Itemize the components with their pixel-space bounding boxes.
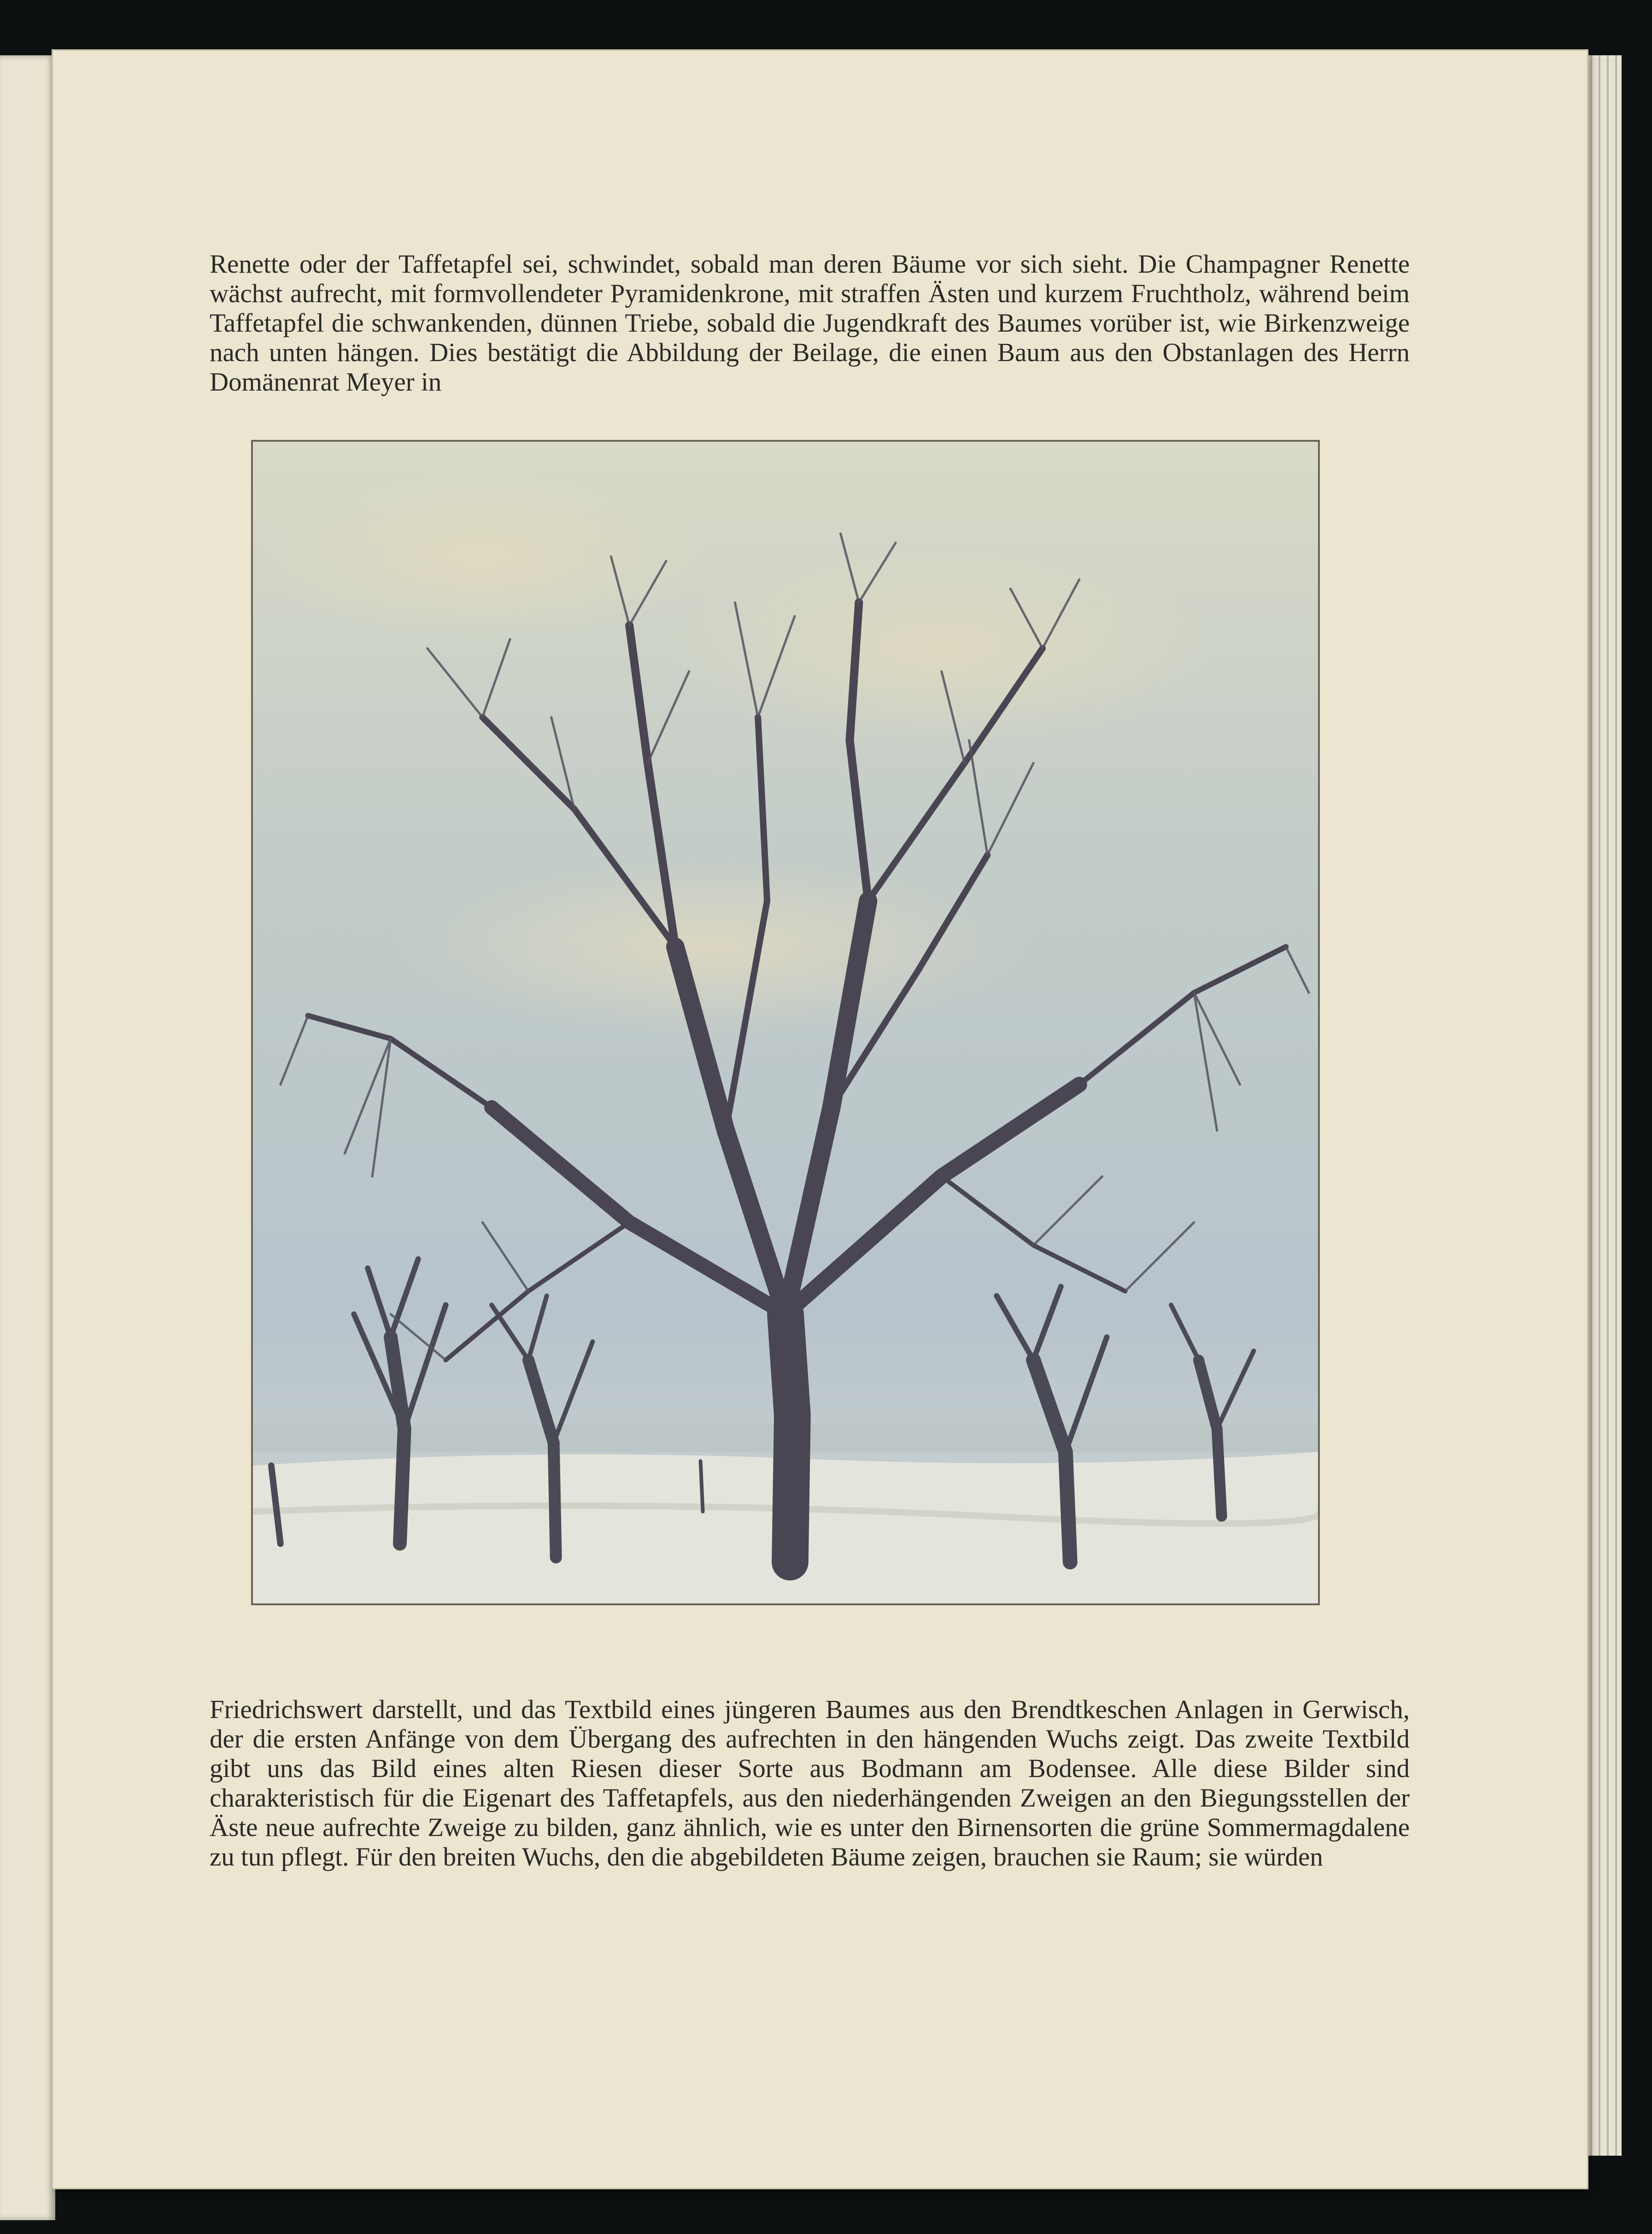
left-page-edge [0,55,55,2220]
paragraph-top [210,250,1410,397]
tree-photo-image [253,442,1318,1603]
book-page [53,51,1587,2188]
tree-photograph [251,440,1320,1605]
paragraph-bottom-text: Friedrichswert darstellt, und das Textbild eines jüngeren Baumes aus den Brendtkeschen Anlagen in Gerwisch, der die ersten Anfänge von dem Übergang des aufrechten in den hängenden Wuchs zeigt. Das zweite Textbild gibt uns das Bild eines alten Riesen dieser Sorte aus Bodmann am Bodensee. Alle diese Bilder sind charakteristisch für die Eigenart des Taffetapfels, aus den niederhängenden Zweigen an den Biegungsstellen der Äste neue aufrechte Zweige zu bilden, ganz ähnlich, wie es unter den Birnensorten die grüne Sommermagdalene zu tun pflegt. Für den breiten Wuchs, den die abgebildeten Bäume zeigen, brauchen sie Raum; sie würden [210,1695,1410,1871]
paragraph-bottom [210,1695,1410,1872]
paragraph-top-text: Renette oder der Taffetapfel sei, schwindet, sobald man deren Bäume vor sich sieht. Die Champagner Renette wächst aufrecht, mit formvollendeter Pyramidenkrone, mit straffen Ästen und kurzem Fruchtholz, während beim Taffetapfel die schwankenden, dünnen Triebe, sobald die Jugendkraft des Baumes vorüber ist, wie Birkenzweige nach unten hängen. Dies bestätigt die Abbildung der Beilage, die einen Baum aus den Obstanlagen des Herrn Domänenrat Meyer in [210,250,1410,397]
